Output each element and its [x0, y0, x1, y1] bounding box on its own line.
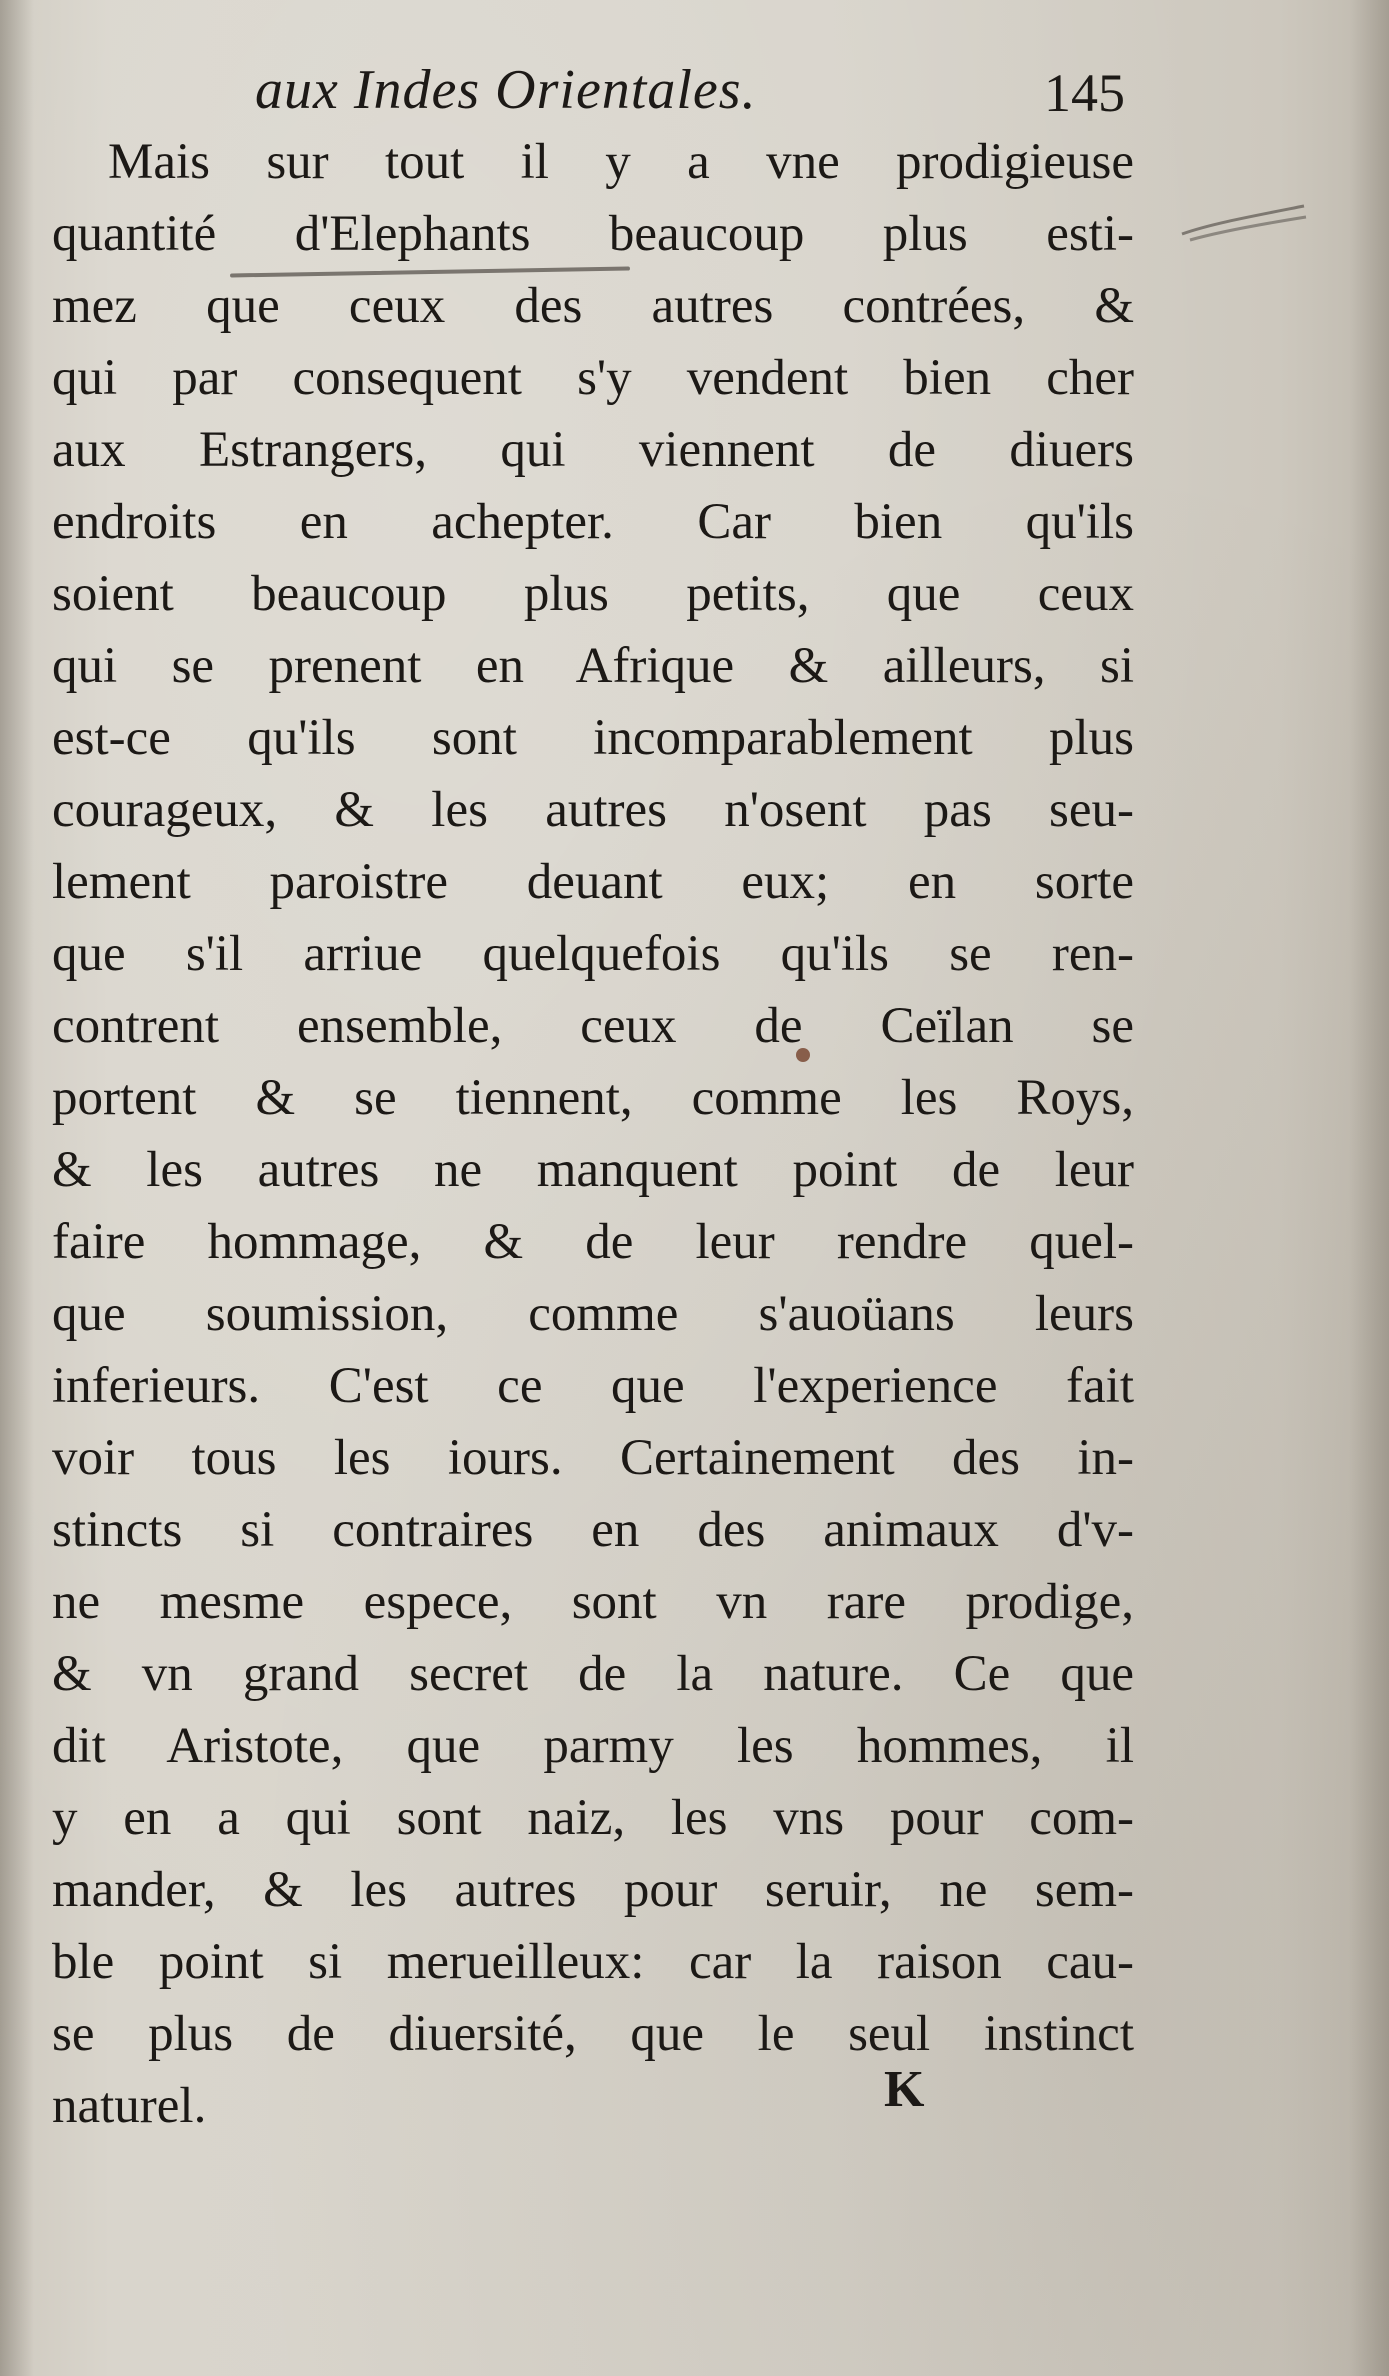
text-line: que s'il arriue quelquefois qu'ils se ren- — [52, 926, 1134, 982]
text-line: quantité d'Elephants beaucoup plus esti- — [52, 206, 1134, 262]
text-line: aux Estrangers, qui viennent de diuers — [52, 422, 1134, 478]
text-line: qui par consequent s'y vendent bien cher — [52, 350, 1134, 406]
running-head: aux Indes Orientales. — [255, 59, 757, 121]
text-line: & vn grand secret de la nature. Ce que — [52, 1646, 1134, 1702]
text-line: soient beaucoup plus petits, que ceux — [52, 566, 1134, 622]
text-line: lement paroistre deuant eux; en sorte — [52, 854, 1134, 910]
text-line: dit Aristote, que parmy les hommes, il — [52, 1718, 1134, 1774]
margin-pencil-mark — [1180, 202, 1308, 242]
body-text — [52, 126, 1134, 2142]
text-line: faire hommage, & de leur rendre quel- — [52, 1214, 1134, 1270]
text-line: mander, & les autres pour seruir, ne sem- — [52, 1862, 1134, 1918]
catchword: K — [884, 2061, 925, 2118]
text-line: inferieurs. C'est ce que l'experience fait — [52, 1358, 1134, 1414]
text-line: stincts si contraires en des animaux d'v- — [52, 1502, 1134, 1558]
text-line: courageux, & les autres n'osent pas seu- — [52, 782, 1134, 838]
text-line: ble point si merueilleux: car la raison cau- — [52, 1934, 1134, 1990]
text-line: se plus de diuersité, que le seul instinct — [52, 2006, 1134, 2062]
page-number: 145 — [1044, 63, 1125, 123]
text-line: est-ce qu'ils sont incomparablement plus — [52, 710, 1134, 766]
text-line: contrent ensemble, ceux de Ceïlan se — [52, 998, 1134, 1054]
text-line: & les autres ne manquent point de leur — [52, 1142, 1134, 1198]
text-line: portent & se tiennent, comme les Roys, — [52, 1070, 1134, 1126]
text-line: ne mesme espece, sont vn rare prodige, — [52, 1574, 1134, 1630]
text-line: y en a qui sont naiz, les vns pour com- — [52, 1790, 1134, 1846]
text-line: qui se prenent en Afrique & ailleurs, si — [52, 638, 1134, 694]
text-line: mez que ceux des autres contrées, & — [52, 278, 1134, 334]
text-line: endroits en achepter. Car bien qu'ils — [52, 494, 1134, 550]
text-line: que soumission, comme s'auoüans leurs — [52, 1286, 1134, 1342]
text-line: voir tous les iours. Certainement des in- — [52, 1430, 1134, 1486]
text-line: Mais sur tout il y a vne prodigieuse — [108, 134, 1134, 190]
page-header — [255, 48, 1125, 138]
text-line: naturel. — [52, 2078, 207, 2134]
